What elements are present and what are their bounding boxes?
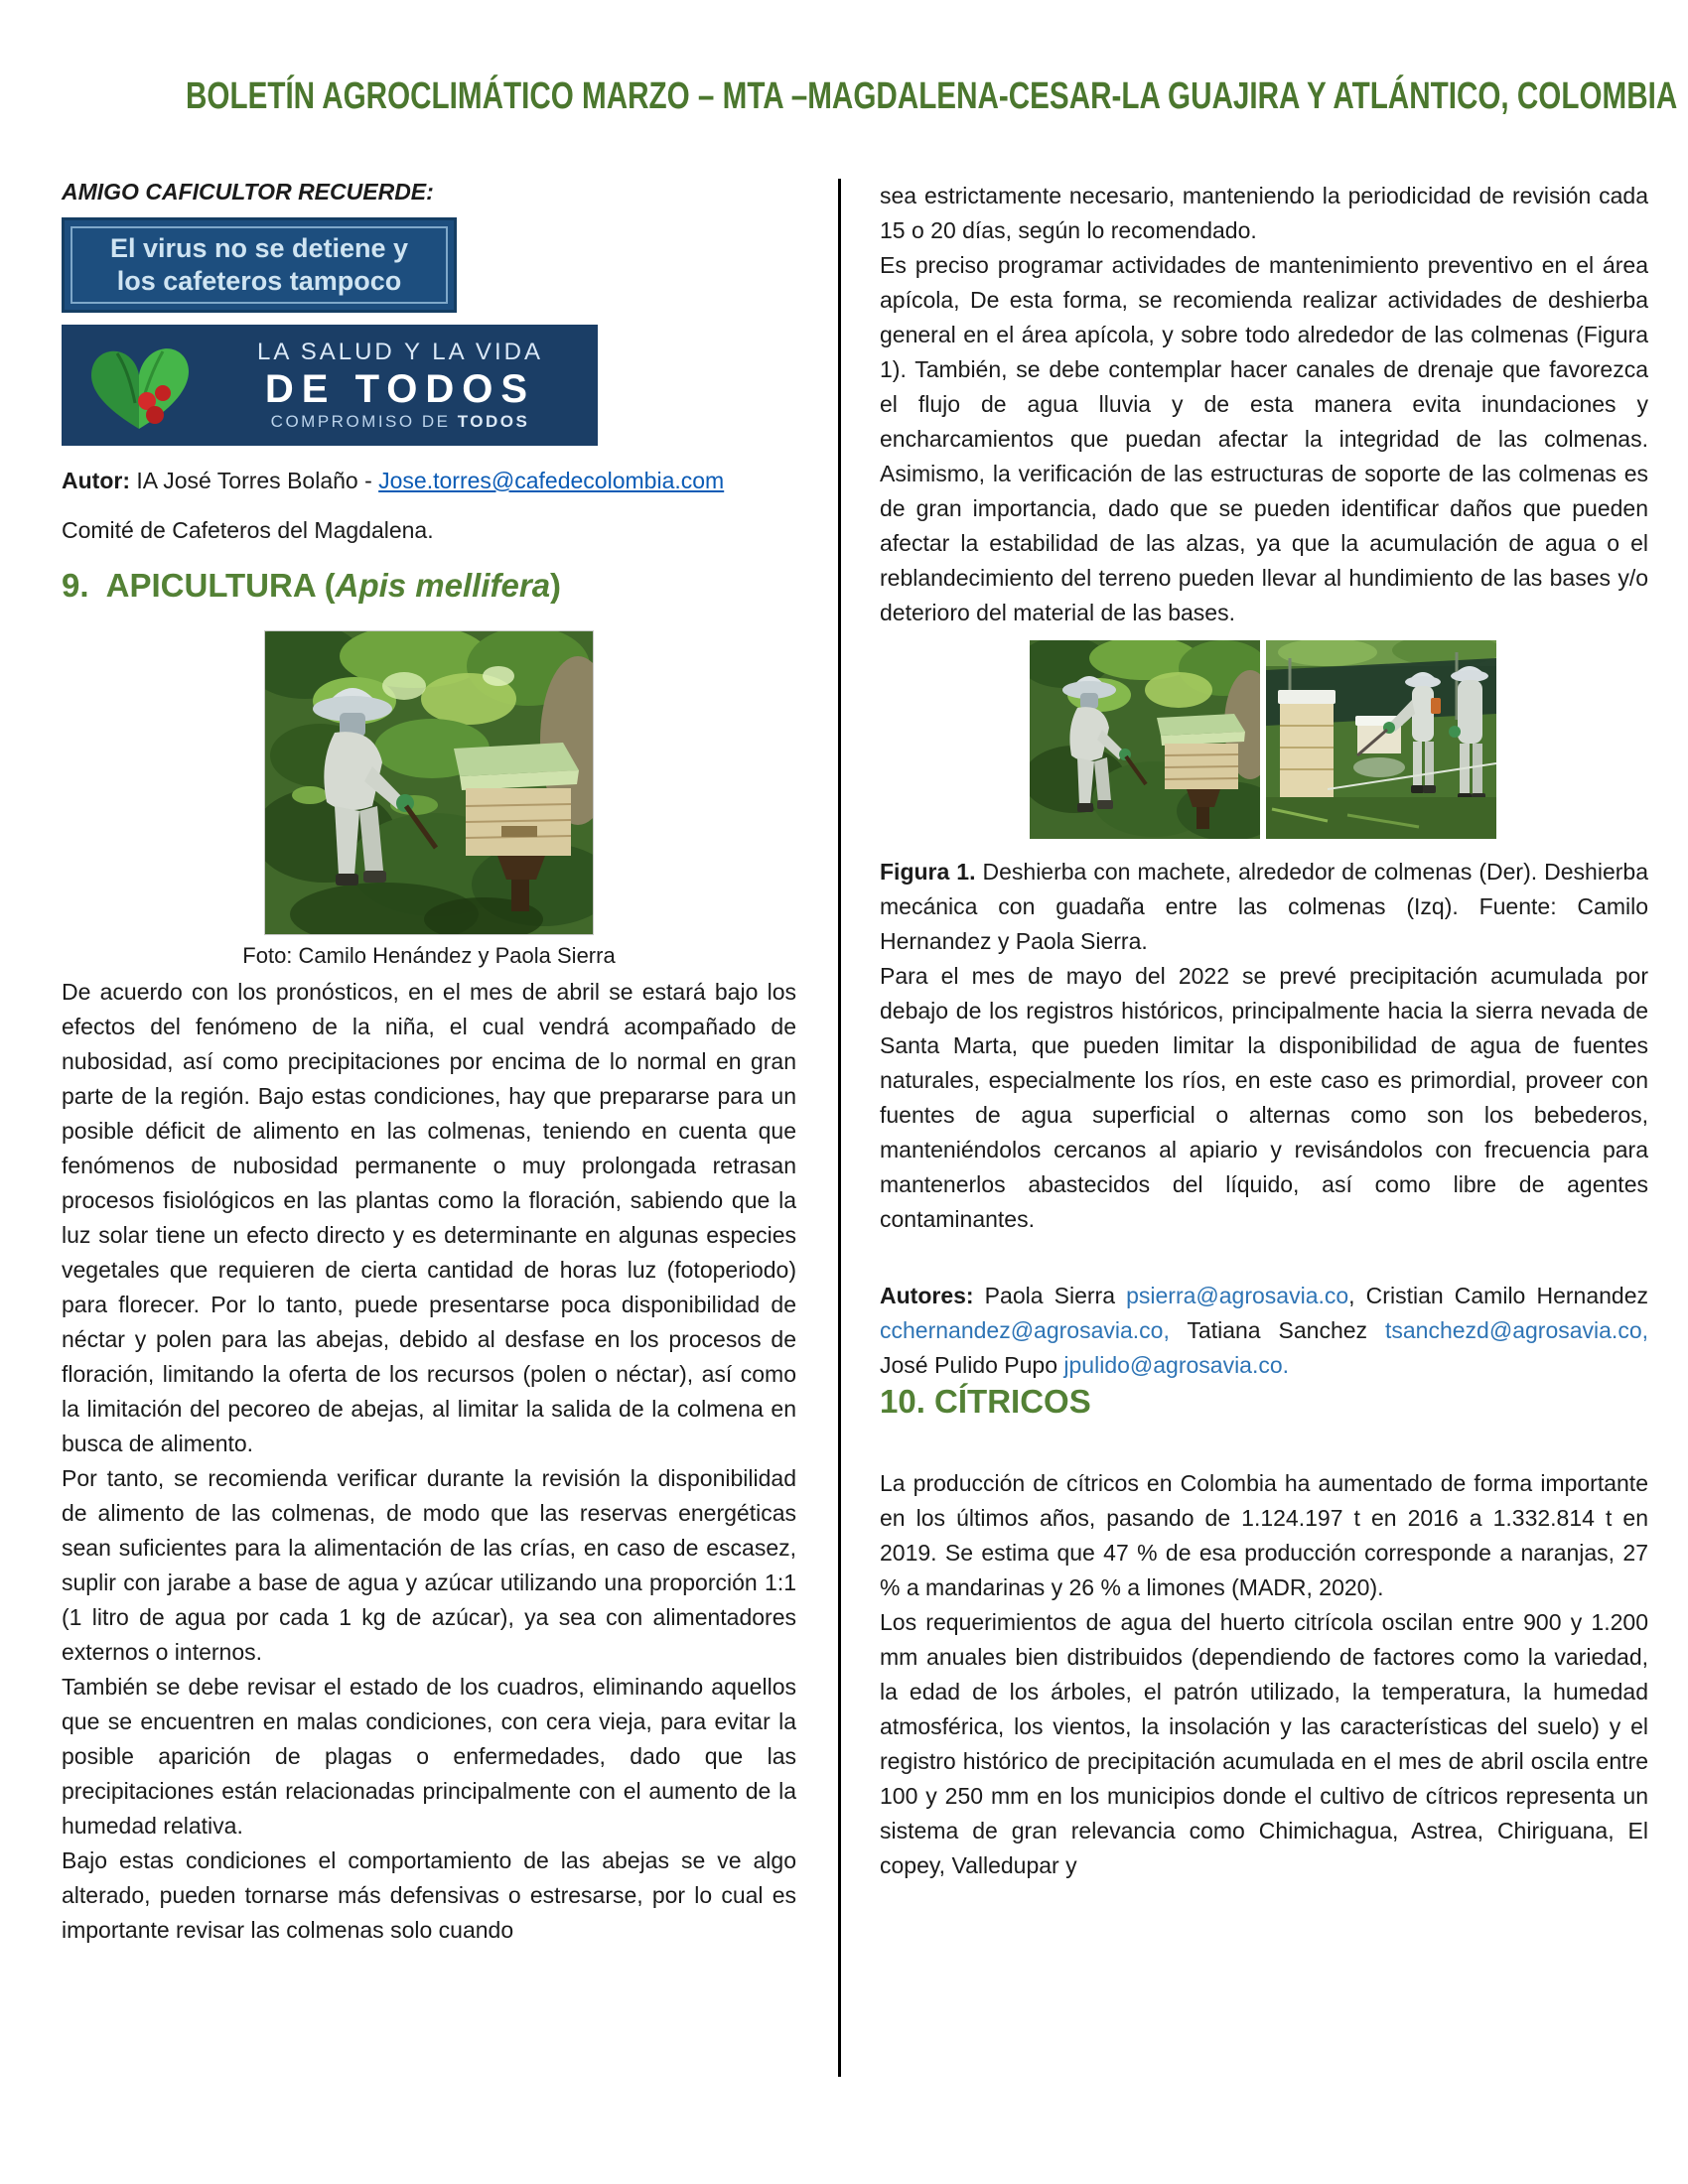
salud-banner-main-line: DE TODOS — [264, 367, 536, 411]
reminder-heading: AMIGO CAFICULTOR RECUERDE: — [62, 179, 434, 205]
section-9-name: APICULTURA ( — [88, 567, 336, 604]
figure-right-panel — [1266, 640, 1496, 839]
left-paragraph-2: Por tanto, se recomienda verificar durante la revisión la disponibilidad de alimento de las colmenas, de modo que las reservas energéticas sean suficientes para la alimentación de las crías, en caso de escasez, suplir con jarabe a base de agua y azúcar utilizando una proporción 1:1 (1 litro de agua por cada 1 kg de azúcar), ya sea con alimentadores externos o internos. — [62, 1465, 796, 1665]
authors-email-3[interactable]: tsanchezd@agrosavia.co, — [1385, 1317, 1648, 1343]
figure-1-caption-text: Deshierba con machete, alrededor de colmenas (Der). Deshierba mecánica con guadaña entre las colmenas (Izq). Fuente: Camilo Hernandez y Paola Sierra. — [880, 859, 1648, 954]
salud-banner — [62, 325, 598, 446]
figure-left-panel — [1030, 640, 1280, 839]
right-paragraph-citricos-1: La producción de cítricos en Colombia ha aumentado de forma importante en los últimos años, pasando de 1.124.197 t en 2016 a 1.332.814 t en 2019. Se estima que 47 % de esa producción corresponde a naranjas, 27 % a mandarinas y 26 % a limones (MADR, 2020). — [880, 1470, 1648, 1600]
author-organization: Comité de Cafeteros del Magdalena. — [62, 517, 434, 543]
right-column — [880, 179, 1648, 1883]
photo-caption: Foto: Camilo Henández y Paola Sierra — [242, 943, 616, 968]
left-column — [62, 179, 796, 1948]
page-title: BOLETÍN AGROCLIMÁTICO MARZO – MTA –MAGDALENA-CESAR-LA GUAJIRA Y ATLÁNTICO, COLOMBIA — [186, 75, 1678, 117]
left-paragraph-1: De acuerdo con los pronósticos, en el mes de abril se estará bajo los efectos del fenómeno de la niña, el cual vendrá acompañado de nubosidad, así como precipitaciones por encima de lo normal en gran parte de la región. Bajo estas condiciones, hay que prepararse para un posible déficit de alimento en las colmenas, teniendo en cuenta que fenómenos de nubosidad permanente o muy prolongada retrasan procesos fisiológicos en las plantas como la floración, sabiendo que la luz solar tiene un efecto directo y es determinante en algunas especies vegetales que requieren de cierta cantidad de horas luz (fotoperiodo) para florecer. Por lo tanto, puede presentarse poca disponibilidad de néctar y polen para las abejas, debido al desfase en los procesos de floración, limitando la oferta de los recursos (polen o néctar), así como la limitación del pecoreo de abejas, al limitar la salida de la colmena en busca de alimento. — [62, 979, 796, 1456]
authors-name-3: Tatiana Sanchez — [1169, 1317, 1385, 1343]
salud-banner-bottom-prefix: COMPROMISO DE — [270, 412, 458, 431]
virus-banner — [62, 217, 457, 313]
salud-banner-text — [218, 339, 582, 432]
section-10-heading: 10. CÍTRICOS — [880, 1383, 1091, 1420]
authors-email-1[interactable]: psierra@agrosavia.co — [1126, 1283, 1349, 1308]
section-9-number: 9. — [62, 567, 89, 604]
coffee-leaves-heart-logo — [70, 332, 218, 439]
left-paragraph-3: También se debe revisar el estado de los cuadros, eliminando aquellos que se encuentren en malas condiciones, con cera vieja, para evitar la posible aparición de plagas o enfermedades, dado que las precipitaciones están relacionadas principalmente con el aumento de la humedad relativa. — [62, 1674, 796, 1839]
virus-banner-line2: los cafeteros tampoco — [116, 266, 402, 296]
section-9-heading — [62, 567, 796, 605]
right-paragraph-1: sea estrictamente necesario, manteniendo la periodicidad de revisión cada 15 o 20 días, según lo recomendado. — [880, 183, 1648, 243]
left-paragraph-4: Bajo estas condiciones el comportamiento de las abejas se ve algo alterado, pueden tornarse más defensivas o estresarse, por lo cual es importante revisar las colmenas solo cuando — [62, 1847, 796, 1943]
figure-1-photos — [1030, 640, 1498, 839]
virus-banner-text — [70, 226, 448, 304]
right-paragraph-2: Es preciso programar actividades de mantenimiento preventivo en el área apícola, De esta forma, se recomienda realizar actividades de deshierba general en el área apícola, y sobre todo alrededor de las colmenas (Figura 1). También, se debe contemplar hacer canales de drenaje que favorezca el flujo de agua lluvia y de esta manera evita inundaciones y encharcamientos que puedan afectar la integridad de las colmenas. Asimismo, la verificación de las estructuras de soporte de las colmenas es de gran importancia, dado que se pueden identificar daños que pueden afectar la estabilidad de las alzas, ya que la acumulación de agua o el reblandecimiento del terreno pueden llevar al hundimiento de las bases y/o deterioro del material de las bases. — [880, 252, 1648, 625]
section-9-close: ) — [550, 567, 562, 604]
author-label: Autor: — [62, 468, 130, 493]
authors-line — [880, 1279, 1648, 1383]
authors-name-1: Paola Sierra — [973, 1283, 1127, 1308]
apiary-photo-illustration — [264, 630, 594, 935]
section-9-species: Apis mellifera — [335, 567, 551, 604]
authors-email-4[interactable]: jpulido@agrosavia.co. — [1063, 1352, 1290, 1378]
virus-banner-line1: El virus no se detiene y — [109, 233, 409, 263]
apiary-photo — [264, 630, 594, 935]
author-name: IA José Torres Bolaño - — [129, 468, 379, 493]
author-line — [62, 468, 796, 494]
authors-label: Autores: — [880, 1283, 974, 1308]
authors-email-2[interactable]: cchernandez@agrosavia.co, — [880, 1317, 1170, 1343]
right-paragraph-mayo: Para el mes de mayo del 2022 se prevé precipitación acumulada por debajo de los registros históricos, principalmente hacia la sierra nevada de Santa Marta, que pueden limitar la disponibilidad de agua de fuentes naturales, especialmente los ríos, en este caso es primordial, proveer con fuentes de agua superficial o alternas como son los bebederos, manteniéndolos cercanos al apiario y revisándolos con frecuencia para mantenerlos abastecidos del líquido, así como libre de agentes contaminantes. — [880, 963, 1648, 1232]
figure-1-illustration — [1030, 640, 1496, 839]
column-divider-line — [838, 179, 841, 2077]
author-email-link[interactable]: Jose.torres@cafedecolombia.com — [378, 468, 725, 493]
figure-1-caption-label: Figura 1. — [880, 859, 976, 885]
authors-name-2: , Cristian Camilo Hernandez — [1348, 1283, 1648, 1308]
salud-banner-bottom-bold: TODOS — [457, 412, 530, 431]
figure-1-caption — [880, 855, 1648, 959]
right-paragraph-citricos-2: Los requerimientos de agua del huerto citrícola oscilan entre 900 y 1.200 mm anuales bien distribuidos (dependiendo de factores como la variedad, la edad de los árboles, el patrón utilizado, la temperatura, la humedad atmosférica, los vientos, la insolación y las características del suelo) y el registro histórico de precipitación acumulada en el mes de abril oscila entre 100 y 250 mm en los municipios donde el cultivo de cítricos representa un sistema de gran relevancia como Chimichagua, Astrea, Chiriguana, El copey, Valledupar y — [880, 1609, 1648, 1878]
authors-name-4: José Pulido Pupo — [880, 1352, 1064, 1378]
salud-banner-bottom-line — [218, 412, 582, 432]
salud-banner-top-line: LA SALUD Y LA VIDA — [257, 339, 543, 365]
